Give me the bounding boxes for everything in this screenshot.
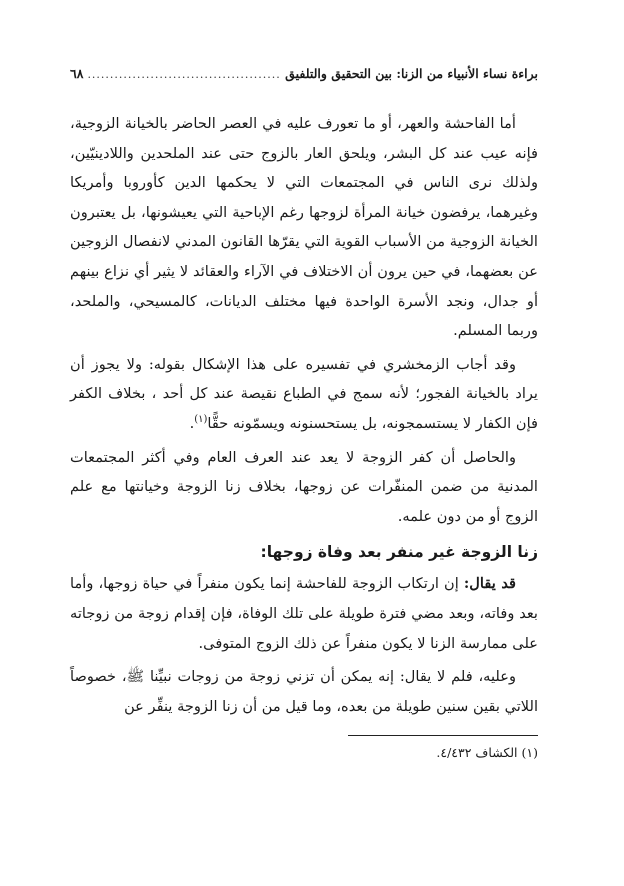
paragraph-2-text: وقد أجاب الزمخشري في تفسيره على هذا الإشكال بقوله: ولا يجوز أن يراد بالخيانة الفجور؛ لأنه سمج في الطباع نقيصة عند كل أحد ، بخلاف الكفر فإن الكفار لا يستسمجونه، بل يستحسنونه ويسمّونه حقًّا xyxy=(70,355,538,432)
paragraph-4-text: إن ارتكاب الزوجة للفاحشة إنما يكون منفراً في حياة زوجها، وأما بعد وفاته، وبعد مضي فترة طويلة على تلك الوفاة، فإن إقدام زوجة من زوجاته على ممارسة الزنا لا يكون منفراً عن ذلك الزوج المتوفى. xyxy=(70,575,538,652)
book-title: براءة نساء الأنبياء من الزنا: بين التحقيق والتلفيق xyxy=(285,66,538,81)
book-page xyxy=(70,66,538,764)
page-number: ٦٨ xyxy=(70,66,84,81)
paragraph-4 xyxy=(70,569,538,658)
footnote-separator xyxy=(348,735,538,736)
header-left-group xyxy=(70,66,281,81)
footnote-reference: (١) xyxy=(194,414,208,426)
paragraph-2 xyxy=(70,350,538,439)
paragraph-2-end: . xyxy=(189,414,195,432)
body-text xyxy=(70,109,538,764)
running-header xyxy=(70,66,538,95)
paragraph-3: والحاصل أن كفر الزوجة لا يعد عند العرف العام وفي أكثر المجتمعات المدنية من ضمن المنفّرات عن زوجها، بخلاف زنا الزوجة وخيانتها مع علم الزوج أو من دون علمه. xyxy=(70,448,538,525)
paragraph-5: وعليه، فلم لا يقال: إنه يمكن أن تزني زوجة من زوجات نبيِّنا ﷺ، خصوصاً اللاتي بقين سنين طويلة من بعده، وما قيل من أن زنا الزوجة ينفِّر عن xyxy=(70,668,538,715)
paragraph-4-lead: قد يقال: xyxy=(463,575,516,593)
footnote: (١) الكشاف ٤/٤٣٢. xyxy=(436,745,538,761)
paragraph-1: أما الفاحشة والعهر، أو ما تعورف عليه في العصر الحاضر بالخيانة الزوجية، فإنه عيب عند كل البشر، ويلحق العار بالزوج حتى عند الملحدين واللادينيّين، ولذلك نرى الناس في المجتمعات التي لا يحكمها الدين كأوروبا وأمريكا وغيرهما، يرفضون خيانة المرأة لزوجها رغم الإباحية التي يعيشونها، بل يعتبرون الخيانة الزوجية من الأسباب القوية التي يقرّها القانون المدني لانفصال الزوجين عن بعضهما، في حين يرون أن الاختلاف في الآراء والعقائد لا يثير أي نزاع بينهم أو جدال، ونجد الأسرة الواحدة فيها مختلف الديانات، كالمسيحي، والملحد، وربما المسلم. xyxy=(70,115,538,340)
header-dots: ........................................... xyxy=(87,68,281,81)
section-heading: زنا الزوجة غير منفر بعد وفاة زوجها: xyxy=(260,543,538,562)
